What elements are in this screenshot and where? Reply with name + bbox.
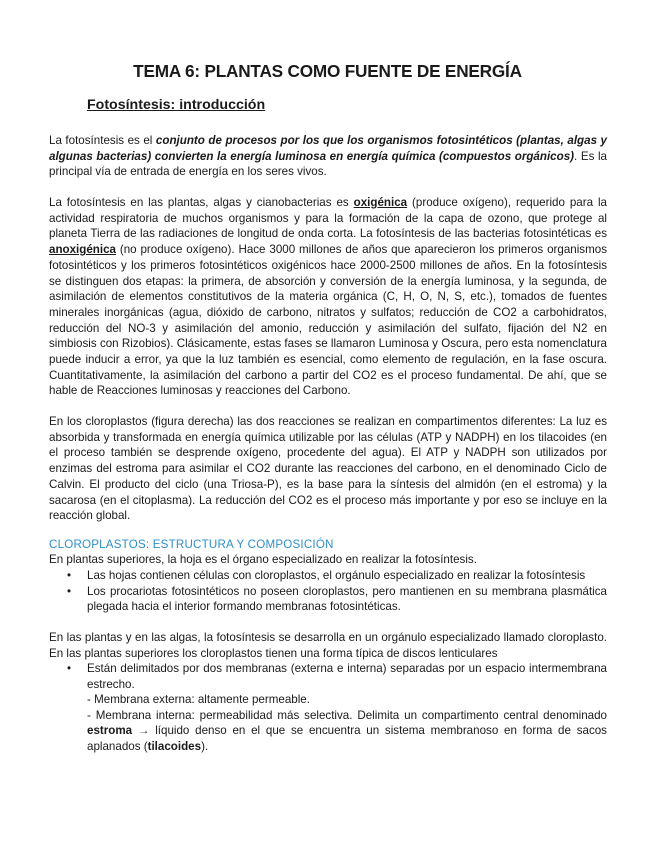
section-heading-cloroplastos: CLOROPLASTOS: ESTRUCTURA Y COMPOSICIÓN <box>49 538 334 551</box>
term-oxigenica: oxigénica <box>353 196 408 209</box>
paragraph-oxygenic <box>49 195 607 399</box>
term-estroma: estroma <box>87 724 133 737</box>
paragraph-chloroplast-location: En las plantas y en las algas, la fotosíntesis se desarrolla en un orgánulo especializado llamado cloroplasto. En las plantas superiores los cloroplastos tienen una forma típica de discos lenticulares <box>49 631 607 660</box>
text-run: - Membrana interna: permeabilidad más selectiva. Delimita un compartimento central denominado <box>87 708 607 722</box>
term-tilacoides: tilacoides <box>147 739 202 753</box>
bullet-list-leaves <box>49 568 607 615</box>
page-title: TEMA 6: PLANTAS COMO FUENTE DE ENERGÍA <box>133 61 522 81</box>
membrane-external-text: - Membrana externa: altamente permeable. <box>87 693 310 706</box>
list-item <box>49 661 607 754</box>
list-item-text: Están delimitados por dos membranas (externa e interna) separadas por un espacio intermembrana estrecho. <box>87 662 607 691</box>
list-item-text: Los procariotas fotosintéticos no poseen cloroplastos, pero mantienen en su membrana plasmática plegada hacia el interior formando membranas fotosintéticas. <box>87 584 607 613</box>
emphasis-text: conjunto de procesos por los que los organismos fotosintéticos (plantas, algas y algunas bacterias) convierten la energía luminosa en energía química (compuestos orgánicos) <box>49 134 607 163</box>
text-run: (produce oxígeno), requerido para la actividad respiratoria de muchos organismos y para la formación de la capa de ozono, que protege al planeta Tierra de las radiaciones de longitud de onda corta. La fotosíntesis de las bacterias fotosintéticas es <box>49 196 607 241</box>
text-run: (no produce oxígeno). Hace 3000 millones de años que aparecieron los primeros organismos fotosintéticos y los primeros fotosintéticos oxigénicos hace 2000-2500 millones de años. En la fotosíntesis se distinguen dos etapas: la primera, de absorción y conversión de la energía luminosa, y la segunda, de asimilación de elementos constitutivos de la materia orgánica (C, H, O, N, S, etc.), tomados de fuentes minerales inorgánicas (agua, dióxido de carbono, nitratos y sulfatos; reducción de CO2 a carbohidratos, reducción del NO-3 y asimilación del amonio, reducción y asimilación del sulfato, fijación del N2 en simbiosis con Rizobios). Clásicamente, estas fases se llamaron Luminosa y Oscura, pero esta nomenclatura puede inducir a error, ya que la luz también es esencial, como elemento de regulación, en la fase oscura. Cuantitativamente, la asimilación del carbono a partir del CO2 es el proceso fundamental. De ahí, que se hable de Reacciones luminosas y reacciones del Carbono. <box>49 243 607 398</box>
bullet-icon: • <box>67 584 72 598</box>
bullet-list-membranes <box>49 661 607 754</box>
paragraph-chloroplast-reactions: En los cloroplastos (figura derecha) las dos reacciones se realizan en compartimentos diferentes: La luz es absorbida y transformada en energía química utilizable por las células (ATP y NADPH) en los tilacoides (en el proceso también se desprende oxígeno, procedente del agua). El ATP y NADPH son utilizados por enzimas del estroma para asimilar el CO2 durante las reacciones del carbono, en el denominado Ciclo de Calvin. El producto del ciclo (una Triosa-P), es la base para la síntesis del almidón (en el estroma) y la sacarosa (en el citoplasma). La reducción del CO2 es el proceso más importante y por eso se incluye en la reacción global. <box>49 415 607 523</box>
bullet-icon: • <box>67 662 72 675</box>
text-run: La fotosíntesis es el <box>49 134 156 147</box>
list-item <box>49 584 607 615</box>
list-item-text: Las hojas contienen células con cloroplastos, el orgánulo especializado en realizar la fotosíntesis <box>87 569 586 582</box>
text-run: . Es la principal vía de entrada de energía en los seres vivos. <box>49 149 607 179</box>
section-subtitle: Fotosíntesis: introducción <box>87 97 266 113</box>
list-item <box>49 568 607 584</box>
arrow-right-icon: → <box>137 724 150 737</box>
text-run: líquido denso en el que se encuentra un sistema membranoso en forma de sacos aplanados ( <box>87 724 607 753</box>
text-run: La fotosíntesis en las plantas, algas y cianobacterias es <box>49 196 354 209</box>
paragraph-definition <box>49 133 607 180</box>
text-run: ). <box>201 739 209 753</box>
section-intro: En plantas superiores, la hoja es el órgano especializado en realizar la fotosíntesis. <box>49 553 477 566</box>
membrane-internal-text <box>87 708 607 755</box>
bullet-icon: • <box>67 569 72 582</box>
term-anoxigenica: anoxigénica <box>49 243 117 257</box>
